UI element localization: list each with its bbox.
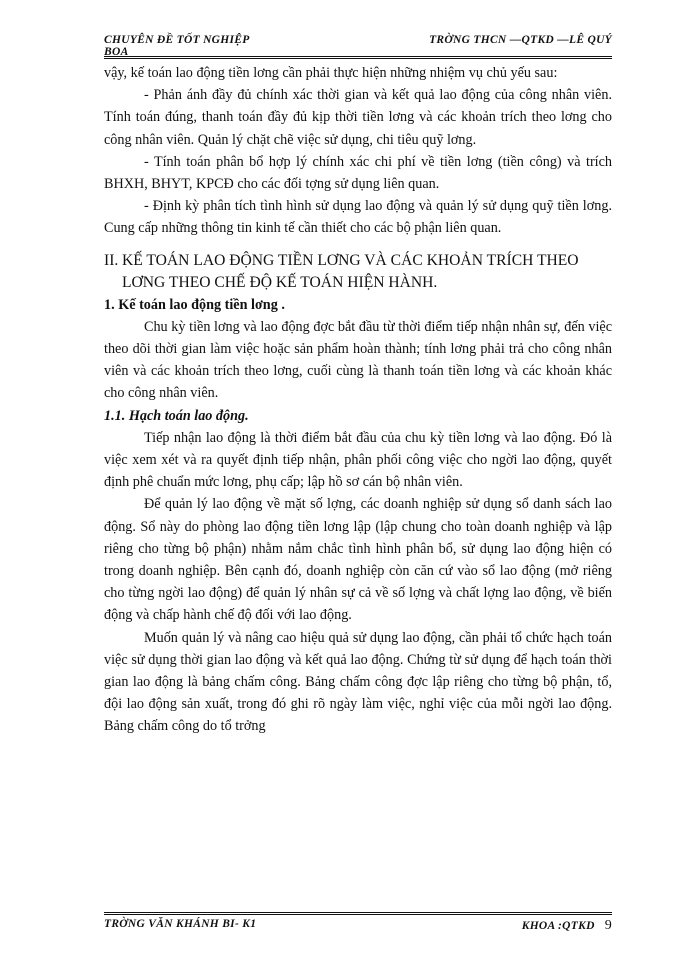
paragraph: Muốn quản lý và nâng cao hiệu quả sử dụng lao động, cần phải tổ chức hạch toán việc sử dụng thời gian lao động và kết quả lao động. Chứng từ sử dụng để hạch toán thời gian lao động là bảng chấm công. Bảng chấm công đợc lập riêng cho từng bộ phận, tổ, đội lao động sản xuất, trong đó ghi rõ ngày làm việc, nghỉ việc của mỗi ngời lao động. Bảng chấm công do tổ trởng bbox=[104, 629, 612, 735]
page-footer bbox=[104, 918, 612, 938]
section-heading-line2: LƠNG THEO CHẾ ĐỘ KẾ TOÁN HIỆN HÀNH. bbox=[122, 273, 438, 291]
footer-faculty: KHOA :QTKD bbox=[521, 920, 595, 932]
paragraph: - Phản ánh đầy đủ chính xác thời gian và kết quả lao động của công nhân viên. Tính toán đúng, thanh toán đầy đủ kịp thời tiền lơng và các khoản trích theo lơng cho công nhân viên. Quản lý chặt chẽ việc sử dụng, chi tiêu quỹ lơng. bbox=[104, 87, 612, 148]
footer-rule bbox=[104, 912, 612, 915]
header-left-title: CHUYÊN ĐỀ TỐT NGHIỆP BOA bbox=[104, 34, 250, 58]
header-rule bbox=[104, 56, 612, 59]
footer-right bbox=[522, 918, 612, 934]
document-body bbox=[104, 62, 612, 738]
footer-author: TRỜNG VĂN KHÁNH BI- K1 bbox=[104, 918, 257, 930]
paragraph: Tiếp nhận lao động là thời điểm bắt đầu của chu kỳ tiền lơng và lao động. Đó là việc xem xét và ra quyết định tiếp nhận, phân phối công việc cho ngời lao động, quyết định phê chuẩn mức lơng, phụ cấp; lập hồ sơ cán bộ nhân viên. bbox=[104, 429, 612, 491]
paragraph: Chu kỳ tiền lơng và lao động đợc bắt đầu từ thời điểm tiếp nhận nhân sự, đến việc theo dõi thời gian làm việc hoặc sản phẩm hoàn thành; tính lơng phải trả cho công nhân viên và các khoản trích theo lơng, cuối cùng là thanh toán tiền lơng và các khoản khác cho công nhân viên. bbox=[104, 318, 612, 402]
page-header bbox=[104, 34, 612, 58]
subheading: 1.1. Hạch toán lao động. bbox=[104, 407, 249, 424]
paragraph: - Tính toán phân bổ hợp lý chính xác chi phí về tiền lơng (tiền công) và trích BHXH, BHYT, KPCĐ cho các đối tợng sử dụng liên quan. bbox=[104, 153, 612, 193]
section-number: II. bbox=[104, 251, 119, 269]
subheading: 1. Kế toán lao động tiền lơng . bbox=[104, 296, 285, 313]
page-number: 9 bbox=[604, 918, 612, 933]
paragraph: vậy, kế toán lao động tiền lơng cần phải thực hiện những nhiệm vụ chủ yếu sau: bbox=[104, 65, 558, 81]
section-heading-line1: KẾ TOÁN LAO ĐỘNG TIỀN LƠNG VÀ CÁC KHOẢN TRÍCH THEO bbox=[122, 251, 579, 269]
paragraph: Để quản lý lao động về mặt số lợng, các doanh nghiệp sử dụng sổ danh sách lao động. Sổ này do phòng lao động tiền lơng lập (lập chung cho toàn doanh nghiệp và lập riêng cho từng bộ phận) nhằm nắm chắc tình hình phân bổ, sử dụng lao động hiện có trong doanh nghiệp. Bên cạnh đó, doanh nghiệp còn căn cứ vào sổ lao động (mở riêng cho từng ngời lao động) để quản lý nhân sự cả về số lợng và chất lợng lao động, về biến động và chấp hành chế độ đối với lao động. bbox=[104, 496, 612, 624]
header-right-title: TRỜNG THCN —QTKD —LÊ QUÝ bbox=[429, 34, 612, 46]
paragraph: - Định kỳ phân tích tình hình sử dụng lao động và quản lý sử dụng quỹ tiền lơng. Cung cấp những thông tin kinh tế cần thiết cho các bộ phận liên quan. bbox=[104, 198, 612, 237]
section-heading bbox=[104, 250, 612, 294]
